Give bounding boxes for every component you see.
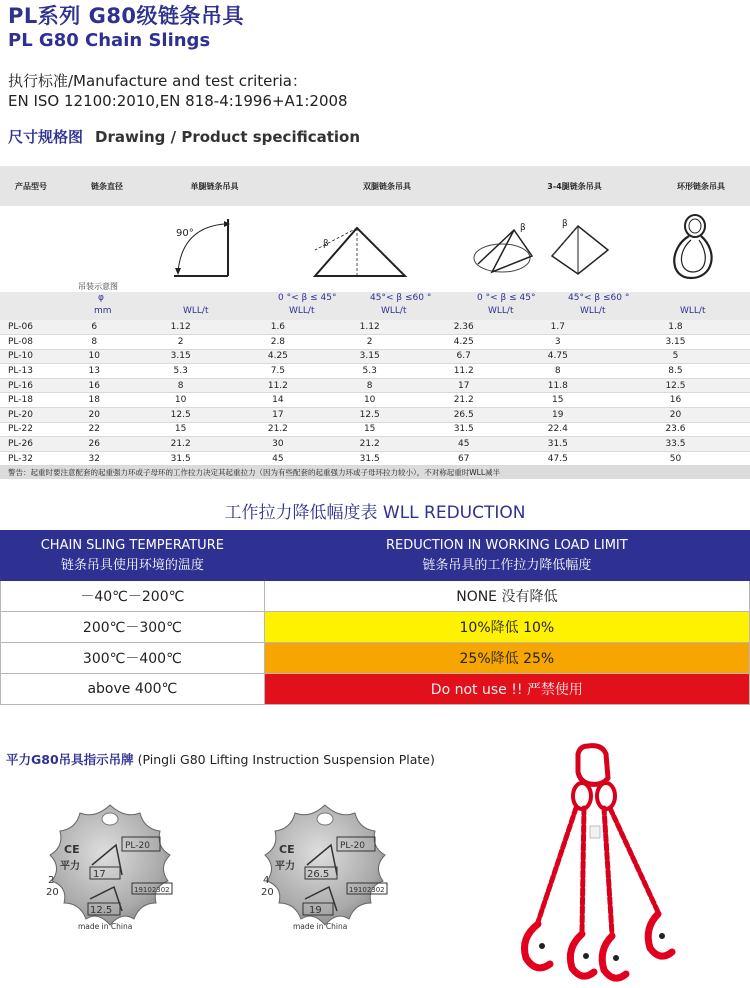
- spec-cell: 8: [132, 378, 229, 393]
- col-single-leg-header: 单腿链条吊具: [190, 181, 239, 191]
- spec-cell: 23.6: [601, 422, 750, 437]
- warning-note: 警告：起重时要注意配套的起重强力环或子母环的工作拉力决定其起重拉力（因为有些配套的起重强力环或子母环拉力较小），不对称起重时WLL减半: [0, 466, 750, 479]
- sub-wll-double-a: WLL/t: [289, 306, 315, 316]
- spec-cell: 4.75: [515, 349, 601, 364]
- spec-cell: 5: [601, 349, 750, 364]
- spec-cell: 22.4: [515, 422, 601, 437]
- suspension-plate-2: [245, 795, 405, 955]
- spec-cell: 45: [413, 437, 515, 452]
- sub-wll-endless: WLL/t: [680, 306, 706, 316]
- multi-leg-diagram: [470, 216, 620, 282]
- spec-model: PL-20: [0, 408, 56, 423]
- spec-table: [0, 166, 750, 479]
- spec-cell: 6.7: [413, 349, 515, 364]
- svg-text:CE: CE: [64, 843, 80, 856]
- sub-wll-double-b: WLL/t: [381, 306, 407, 316]
- spec-cell: 16: [601, 393, 750, 408]
- spec-cell: 2: [132, 335, 229, 350]
- spec-subheader: [0, 292, 750, 320]
- spec-cell: 8: [56, 335, 132, 350]
- spec-cell: 32: [56, 451, 132, 466]
- plates-heading-en: (Pingli G80 Lifting Instruction Suspension Plate): [133, 752, 435, 767]
- spec-cell: 17: [229, 408, 326, 423]
- plate2-serial: 19102302: [349, 886, 385, 894]
- sub-mm: mm: [94, 306, 112, 316]
- spec-cell: 4.25: [413, 335, 515, 350]
- spec-model: PL-13: [0, 364, 56, 379]
- spec-cell: 14: [229, 393, 326, 408]
- suspension-plate-1: [30, 795, 190, 955]
- reduction-value: 10%降低 10%: [264, 612, 749, 643]
- sub-angle-a-double: 0 °< β ≤ 45°: [278, 293, 337, 303]
- page-title-cn: PL系列 G80级链条吊具: [8, 4, 245, 28]
- spec-cell: 1.12: [327, 320, 413, 335]
- spec-cell: 5.3: [132, 364, 229, 379]
- beta-label-3: β: [562, 219, 568, 229]
- spec-cell: 12.5: [601, 378, 750, 393]
- spec-cell: 8: [327, 378, 413, 393]
- reduction-row: [1, 674, 750, 705]
- reduction-col1-en: CHAIN SLING TEMPERATURE: [40, 537, 224, 553]
- sub-angle-a-multi: 0 °< β ≤ 45°: [477, 293, 536, 303]
- sub-wll-multi-a: WLL/t: [488, 306, 514, 316]
- spec-cell: 10: [56, 349, 132, 364]
- plate2-brand: 平力: [275, 861, 295, 872]
- spec-cell: 3.15: [132, 349, 229, 364]
- sub-phi: φ: [98, 293, 104, 303]
- spec-row: [0, 422, 750, 437]
- drawing-heading: [8, 126, 360, 147]
- plate1-size: 20: [46, 887, 59, 898]
- plate2-wll-a: 26.5: [307, 869, 330, 880]
- criteria-standards: EN ISO 12100:2010,EN 818-4:1996+A1:2008: [8, 92, 348, 110]
- spec-cell: 8.5: [601, 364, 750, 379]
- spec-row: [0, 349, 750, 364]
- reduction-col1-cn: 链条吊具使用环境的温度: [60, 557, 204, 573]
- reduction-row: [1, 581, 750, 612]
- double-leg-diagram: [305, 216, 415, 282]
- spec-cell: 21.2: [132, 437, 229, 452]
- drawing-heading-cn: 尺寸规格图: [8, 128, 84, 146]
- plate2-model: PL-20: [340, 841, 365, 851]
- page-title-en: PL G80 Chain Slings: [8, 30, 211, 51]
- spec-row: [0, 451, 750, 466]
- sub-angle-b-double: 45°< β ≤60 °: [370, 293, 432, 303]
- spec-cell: 16: [56, 378, 132, 393]
- plate1-brand: 平力: [60, 861, 80, 872]
- spec-cell: 12.5: [327, 408, 413, 423]
- plate1-serial: 19102302: [134, 886, 170, 894]
- sling-diagrams: [0, 206, 750, 292]
- col-multi-leg-header: 3-4腿链条吊具: [547, 181, 602, 191]
- spec-cell: 3.15: [327, 349, 413, 364]
- spec-cell: 15: [132, 422, 229, 437]
- spec-cell: 5.3: [327, 364, 413, 379]
- spec-header-row: [0, 166, 750, 206]
- reduction-value: NONE 没有降低: [264, 581, 749, 612]
- spec-model: PL-06: [0, 320, 56, 335]
- spec-cell: 6: [56, 320, 132, 335]
- criteria-label: 执行标准/Manufacture and test criteria：: [8, 72, 307, 90]
- spec-cell: 15: [327, 422, 413, 437]
- reduction-col1-header: [1, 531, 265, 581]
- reduction-col2-en: REDUCTION IN WORKING LOAD LIMIT: [386, 537, 628, 553]
- spec-row: [0, 437, 750, 452]
- endless-sling-diagram: [665, 212, 725, 288]
- sub-wll-multi-b: WLL/t: [580, 306, 606, 316]
- plates-heading: [6, 750, 435, 768]
- reduction-temp: 200℃－300℃: [1, 612, 265, 643]
- reduction-col2-header: [264, 531, 749, 581]
- spec-cell: 12.5: [132, 408, 229, 423]
- plate2-origin: made in China: [293, 922, 348, 931]
- spec-cell: 3: [515, 335, 601, 350]
- plate2-wll-b: 19: [309, 905, 322, 916]
- spec-cell: 22: [56, 422, 132, 437]
- spec-cell: 2.8: [229, 335, 326, 350]
- spec-model: PL-22: [0, 422, 56, 437]
- svg-text:CE: CE: [279, 843, 295, 856]
- spec-cell: 45: [229, 451, 326, 466]
- spec-cell: 47.5: [515, 451, 601, 466]
- spec-cell: 67: [413, 451, 515, 466]
- plate2-legs: 4: [263, 875, 270, 886]
- spec-cell: 3.15: [601, 335, 750, 350]
- reduction-title: 工作拉力降低幅度表 WLL REDUCTION: [224, 503, 526, 523]
- spec-cell: 1.12: [132, 320, 229, 335]
- spec-cell: 31.5: [515, 437, 601, 452]
- spec-cell: 11.2: [413, 364, 515, 379]
- reduction-col2-cn: 链条吊具的工作拉力降低幅度: [422, 557, 592, 573]
- spec-cell: 31.5: [132, 451, 229, 466]
- spec-cell: 30: [229, 437, 326, 452]
- plate1-origin: made in China: [78, 922, 133, 931]
- diagram-label: 吊装示意图: [78, 282, 118, 291]
- spec-cell: 50: [601, 451, 750, 466]
- reduction-row: [1, 612, 750, 643]
- spec-model: PL-16: [0, 378, 56, 393]
- spec-cell: 17: [413, 378, 515, 393]
- spec-cell: 18: [56, 393, 132, 408]
- spec-row: [0, 378, 750, 393]
- plates-heading-cn: 平力G80吊具指示吊牌: [6, 752, 134, 767]
- beta-label: β: [323, 239, 329, 249]
- spec-row: [0, 393, 750, 408]
- col-endless-header: 环形链条吊具: [677, 181, 725, 191]
- spec-cell: 31.5: [327, 451, 413, 466]
- spec-cell: 19: [515, 408, 601, 423]
- spec-row: [0, 408, 750, 423]
- spec-cell: 4.25: [229, 349, 326, 364]
- plate1-legs: 2: [48, 875, 55, 886]
- spec-model: PL-26: [0, 437, 56, 452]
- reduction-temp: －40℃－200℃: [1, 581, 265, 612]
- plate1-wll-a: 17: [93, 869, 106, 880]
- reduction-header-row: [1, 531, 750, 581]
- spec-cell: 21.2: [413, 393, 515, 408]
- reduction-temp: 300℃－400℃: [1, 643, 265, 674]
- spec-cell: 1.6: [229, 320, 326, 335]
- sub-wll-single: WLL/t: [183, 306, 209, 316]
- spec-cell: 21.2: [229, 422, 326, 437]
- spec-cell: 26.5: [413, 408, 515, 423]
- reduction-temp: above 400℃: [1, 674, 265, 705]
- spec-model: PL-18: [0, 393, 56, 408]
- spec-cell: 1.8: [601, 320, 750, 335]
- spec-cell: 11.8: [515, 378, 601, 393]
- spec-cell: 11.2: [229, 378, 326, 393]
- spec-cell: 26: [56, 437, 132, 452]
- col-model-header: 产品型号: [15, 181, 47, 191]
- col-diameter-header: 链条直径: [91, 181, 123, 191]
- spec-cell: 2: [327, 335, 413, 350]
- plate2-size: 20: [261, 887, 274, 898]
- sub-angle-b-multi: 45°< β ≤60 °: [568, 293, 630, 303]
- spec-cell: 15: [515, 393, 601, 408]
- spec-cell: 10: [132, 393, 229, 408]
- angle-90-label: 90°: [176, 228, 194, 239]
- spec-cell: 21.2: [327, 437, 413, 452]
- spec-row: [0, 335, 750, 350]
- reduction-value: 25%降低 25%: [264, 643, 749, 674]
- spec-cell: 8: [515, 364, 601, 379]
- plate1-model: PL-20: [125, 841, 150, 851]
- col-double-leg-header: 双腿链条吊具: [363, 181, 411, 191]
- spec-model: PL-08: [0, 335, 56, 350]
- drawing-heading-en: Drawing / Product specification: [95, 128, 361, 146]
- beta-label-2: β: [520, 223, 526, 233]
- spec-cell: 1.7: [515, 320, 601, 335]
- spec-model: PL-32: [0, 451, 56, 466]
- four-leg-chain-sling-photo: [490, 742, 710, 986]
- spec-data-table: [0, 320, 750, 466]
- reduction-value: Do not use !! 严禁使用: [264, 674, 749, 705]
- spec-cell: 7.5: [229, 364, 326, 379]
- spec-cell: 2.36: [413, 320, 515, 335]
- reduction-row: [1, 643, 750, 674]
- spec-cell: 20: [56, 408, 132, 423]
- spec-row: [0, 320, 750, 335]
- spec-cell: 33.5: [601, 437, 750, 452]
- reduction-table: [0, 530, 750, 705]
- spec-cell: 20: [601, 408, 750, 423]
- spec-model: PL-10: [0, 349, 56, 364]
- spec-cell: 31.5: [413, 422, 515, 437]
- single-leg-diagram: [170, 214, 240, 284]
- spec-row: [0, 364, 750, 379]
- spec-cell: 10: [327, 393, 413, 408]
- plate1-wll-b: 12.5: [90, 905, 113, 916]
- spec-cell: 13: [56, 364, 132, 379]
